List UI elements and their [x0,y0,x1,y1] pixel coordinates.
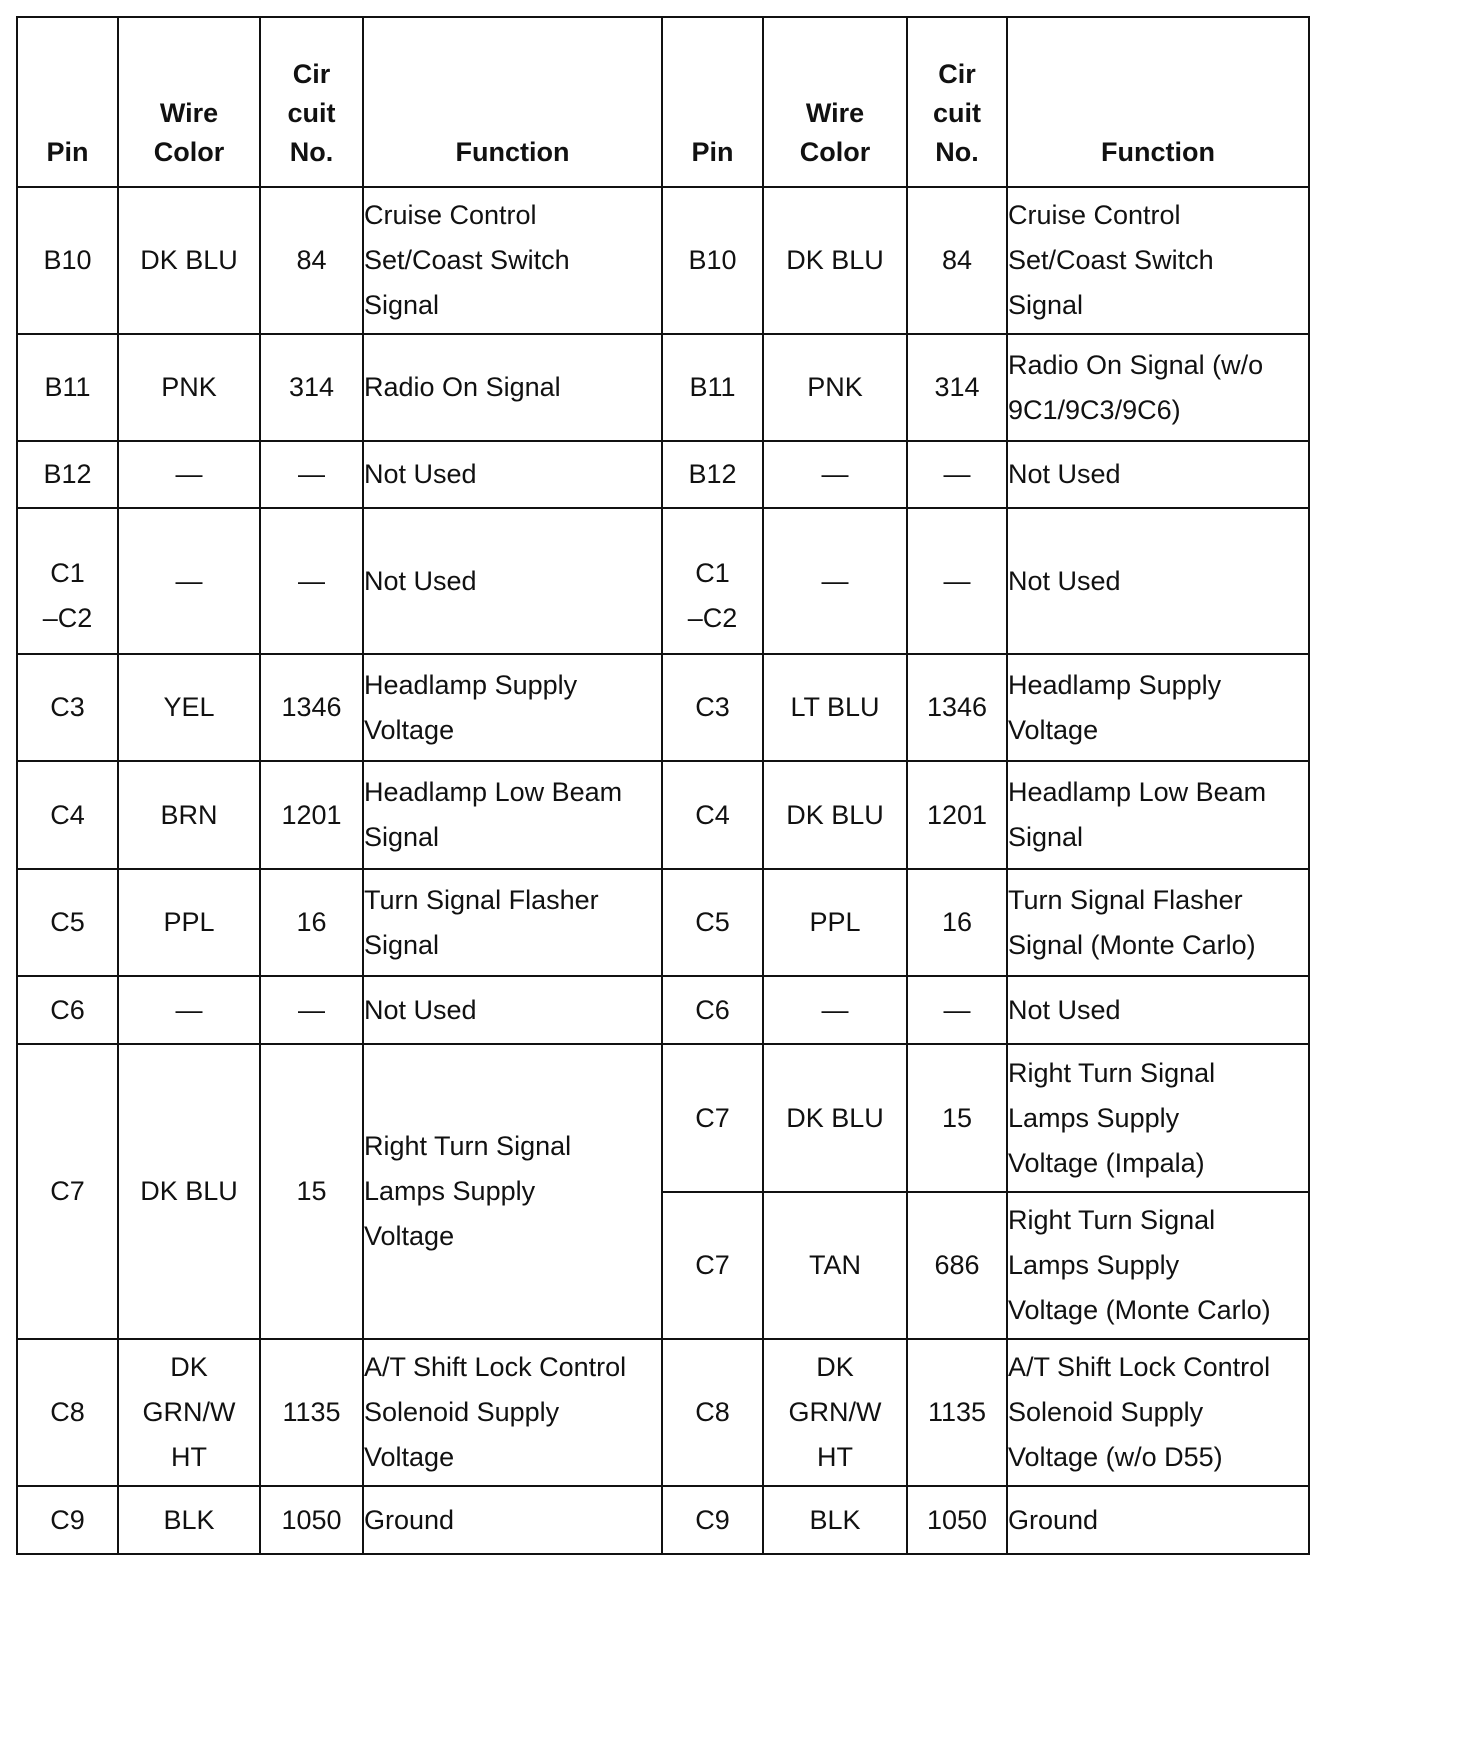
pin-cell: C9 [662,1486,763,1554]
pin-cell: C7 [17,1044,118,1339]
circuit-cell: — [907,441,1007,508]
wire-color-cell: LT BLU [763,654,907,761]
pin-cell: C7 [662,1192,763,1339]
header-function-right: Function [1007,17,1309,187]
wire-color-cell: DK BLU [763,761,907,869]
header-wire-color-right: Wire Color [763,17,907,187]
function-cell: Headlamp Low Beam Signal [1007,761,1309,869]
wire-color-cell: DK BLU [118,187,260,334]
pin-cell: C5 [662,869,763,976]
function-cell: A/T Shift Lock Control Solenoid Supply Voltage [363,1339,662,1486]
connector-pinout-table [16,16,1310,1555]
table-row [17,334,1309,441]
pin-cell: C3 [662,654,763,761]
circuit-cell: 1135 [260,1339,363,1486]
pin-cell: C4 [17,761,118,869]
pin-cell: C6 [662,976,763,1044]
circuit-cell: 1346 [260,654,363,761]
pin-cell: C8 [662,1339,763,1486]
wire-color-cell: DK BLU [763,187,907,334]
pin-cell: B10 [17,187,118,334]
table-row [17,869,1309,976]
function-cell: Right Turn Signal Lamps Supply Voltage [363,1044,662,1339]
function-cell: Right Turn Signal Lamps Supply Voltage (Impala) [1007,1044,1309,1192]
table-row [17,508,1309,654]
circuit-cell: 1201 [260,761,363,869]
wire-color-cell: DK BLU [118,1044,260,1339]
wire-color-cell: — [118,441,260,508]
function-cell: Right Turn Signal Lamps Supply Voltage (Monte Carlo) [1007,1192,1309,1339]
wire-color-cell: YEL [118,654,260,761]
function-cell: Not Used [1007,441,1309,508]
header-row [17,17,1309,187]
pin-cell: C6 [17,976,118,1044]
function-cell: Not Used [363,976,662,1044]
table-row [17,441,1309,508]
circuit-cell: 16 [907,869,1007,976]
wire-color-cell: — [763,441,907,508]
circuit-cell: — [907,976,1007,1044]
wire-color-cell: DK GRN/W HT [118,1339,260,1486]
header-pin-left: Pin [17,17,118,187]
circuit-cell: 1050 [907,1486,1007,1554]
header-wire-color-left: Wire Color [118,17,260,187]
circuit-cell: — [907,508,1007,654]
circuit-cell: 16 [260,869,363,976]
circuit-cell: 15 [907,1044,1007,1192]
function-cell: Radio On Signal (w/o 9C1/9C3/9C6) [1007,334,1309,441]
wire-color-cell: DK GRN/W HT [763,1339,907,1486]
function-cell: Turn Signal Flasher Signal (Monte Carlo) [1007,869,1309,976]
circuit-cell: — [260,508,363,654]
header-pin-right: Pin [662,17,763,187]
circuit-cell: 314 [907,334,1007,441]
circuit-cell: 1346 [907,654,1007,761]
wire-color-cell: BLK [118,1486,260,1554]
circuit-cell: 1201 [907,761,1007,869]
pin-cell: C7 [662,1044,763,1192]
wire-color-cell: PNK [118,334,260,441]
pin-cell: C8 [17,1339,118,1486]
function-cell: A/T Shift Lock Control Solenoid Supply Voltage (w/o D55) [1007,1339,1309,1486]
circuit-cell: 1135 [907,1339,1007,1486]
wire-color-cell: — [763,508,907,654]
function-cell: Turn Signal Flasher Signal [363,869,662,976]
function-cell: Ground [363,1486,662,1554]
function-cell: Not Used [1007,976,1309,1044]
header-circuit-no-right: Cir cuit No. [907,17,1007,187]
function-cell: Headlamp Supply Voltage [363,654,662,761]
wire-color-cell: — [118,508,260,654]
header-function-left: Function [363,17,662,187]
circuit-cell: 686 [907,1192,1007,1339]
pin-cell: C5 [17,869,118,976]
wire-color-cell: TAN [763,1192,907,1339]
table-row [17,654,1309,761]
pin-cell: C1 –C2 [662,508,763,654]
pin-cell: C1 –C2 [17,508,118,654]
circuit-cell: — [260,976,363,1044]
circuit-cell: 314 [260,334,363,441]
pin-cell: B11 [662,334,763,441]
function-cell: Cruise Control Set/Coast Switch Signal [1007,187,1309,334]
function-cell: Radio On Signal [363,334,662,441]
header-circuit-no-left: Cir cuit No. [260,17,363,187]
function-cell: Headlamp Low Beam Signal [363,761,662,869]
circuit-cell: — [260,441,363,508]
wire-color-cell: DK BLU [763,1044,907,1192]
wire-color-cell: — [118,976,260,1044]
wire-color-cell: — [763,976,907,1044]
circuit-cell: 84 [260,187,363,334]
pin-cell: B12 [662,441,763,508]
table-row [17,187,1309,334]
wire-color-cell: PNK [763,334,907,441]
table-row [17,1486,1309,1554]
wire-color-cell: BRN [118,761,260,869]
wire-color-cell: PPL [118,869,260,976]
circuit-cell: 84 [907,187,1007,334]
function-cell: Not Used [1007,508,1309,654]
function-cell: Cruise Control Set/Coast Switch Signal [363,187,662,334]
circuit-cell: 1050 [260,1486,363,1554]
wire-color-cell: PPL [763,869,907,976]
function-cell: Headlamp Supply Voltage [1007,654,1309,761]
circuit-cell: 15 [260,1044,363,1339]
wire-color-cell: BLK [763,1486,907,1554]
table-row [17,976,1309,1044]
pin-cell: B12 [17,441,118,508]
function-cell: Ground [1007,1486,1309,1554]
pin-cell: B10 [662,187,763,334]
function-cell: Not Used [363,508,662,654]
pin-cell: B11 [17,334,118,441]
table-row [17,1044,1309,1192]
pin-cell: C3 [17,654,118,761]
pin-cell: C9 [17,1486,118,1554]
table-row [17,761,1309,869]
table-row [17,1339,1309,1486]
function-cell: Not Used [363,441,662,508]
pin-cell: C4 [662,761,763,869]
